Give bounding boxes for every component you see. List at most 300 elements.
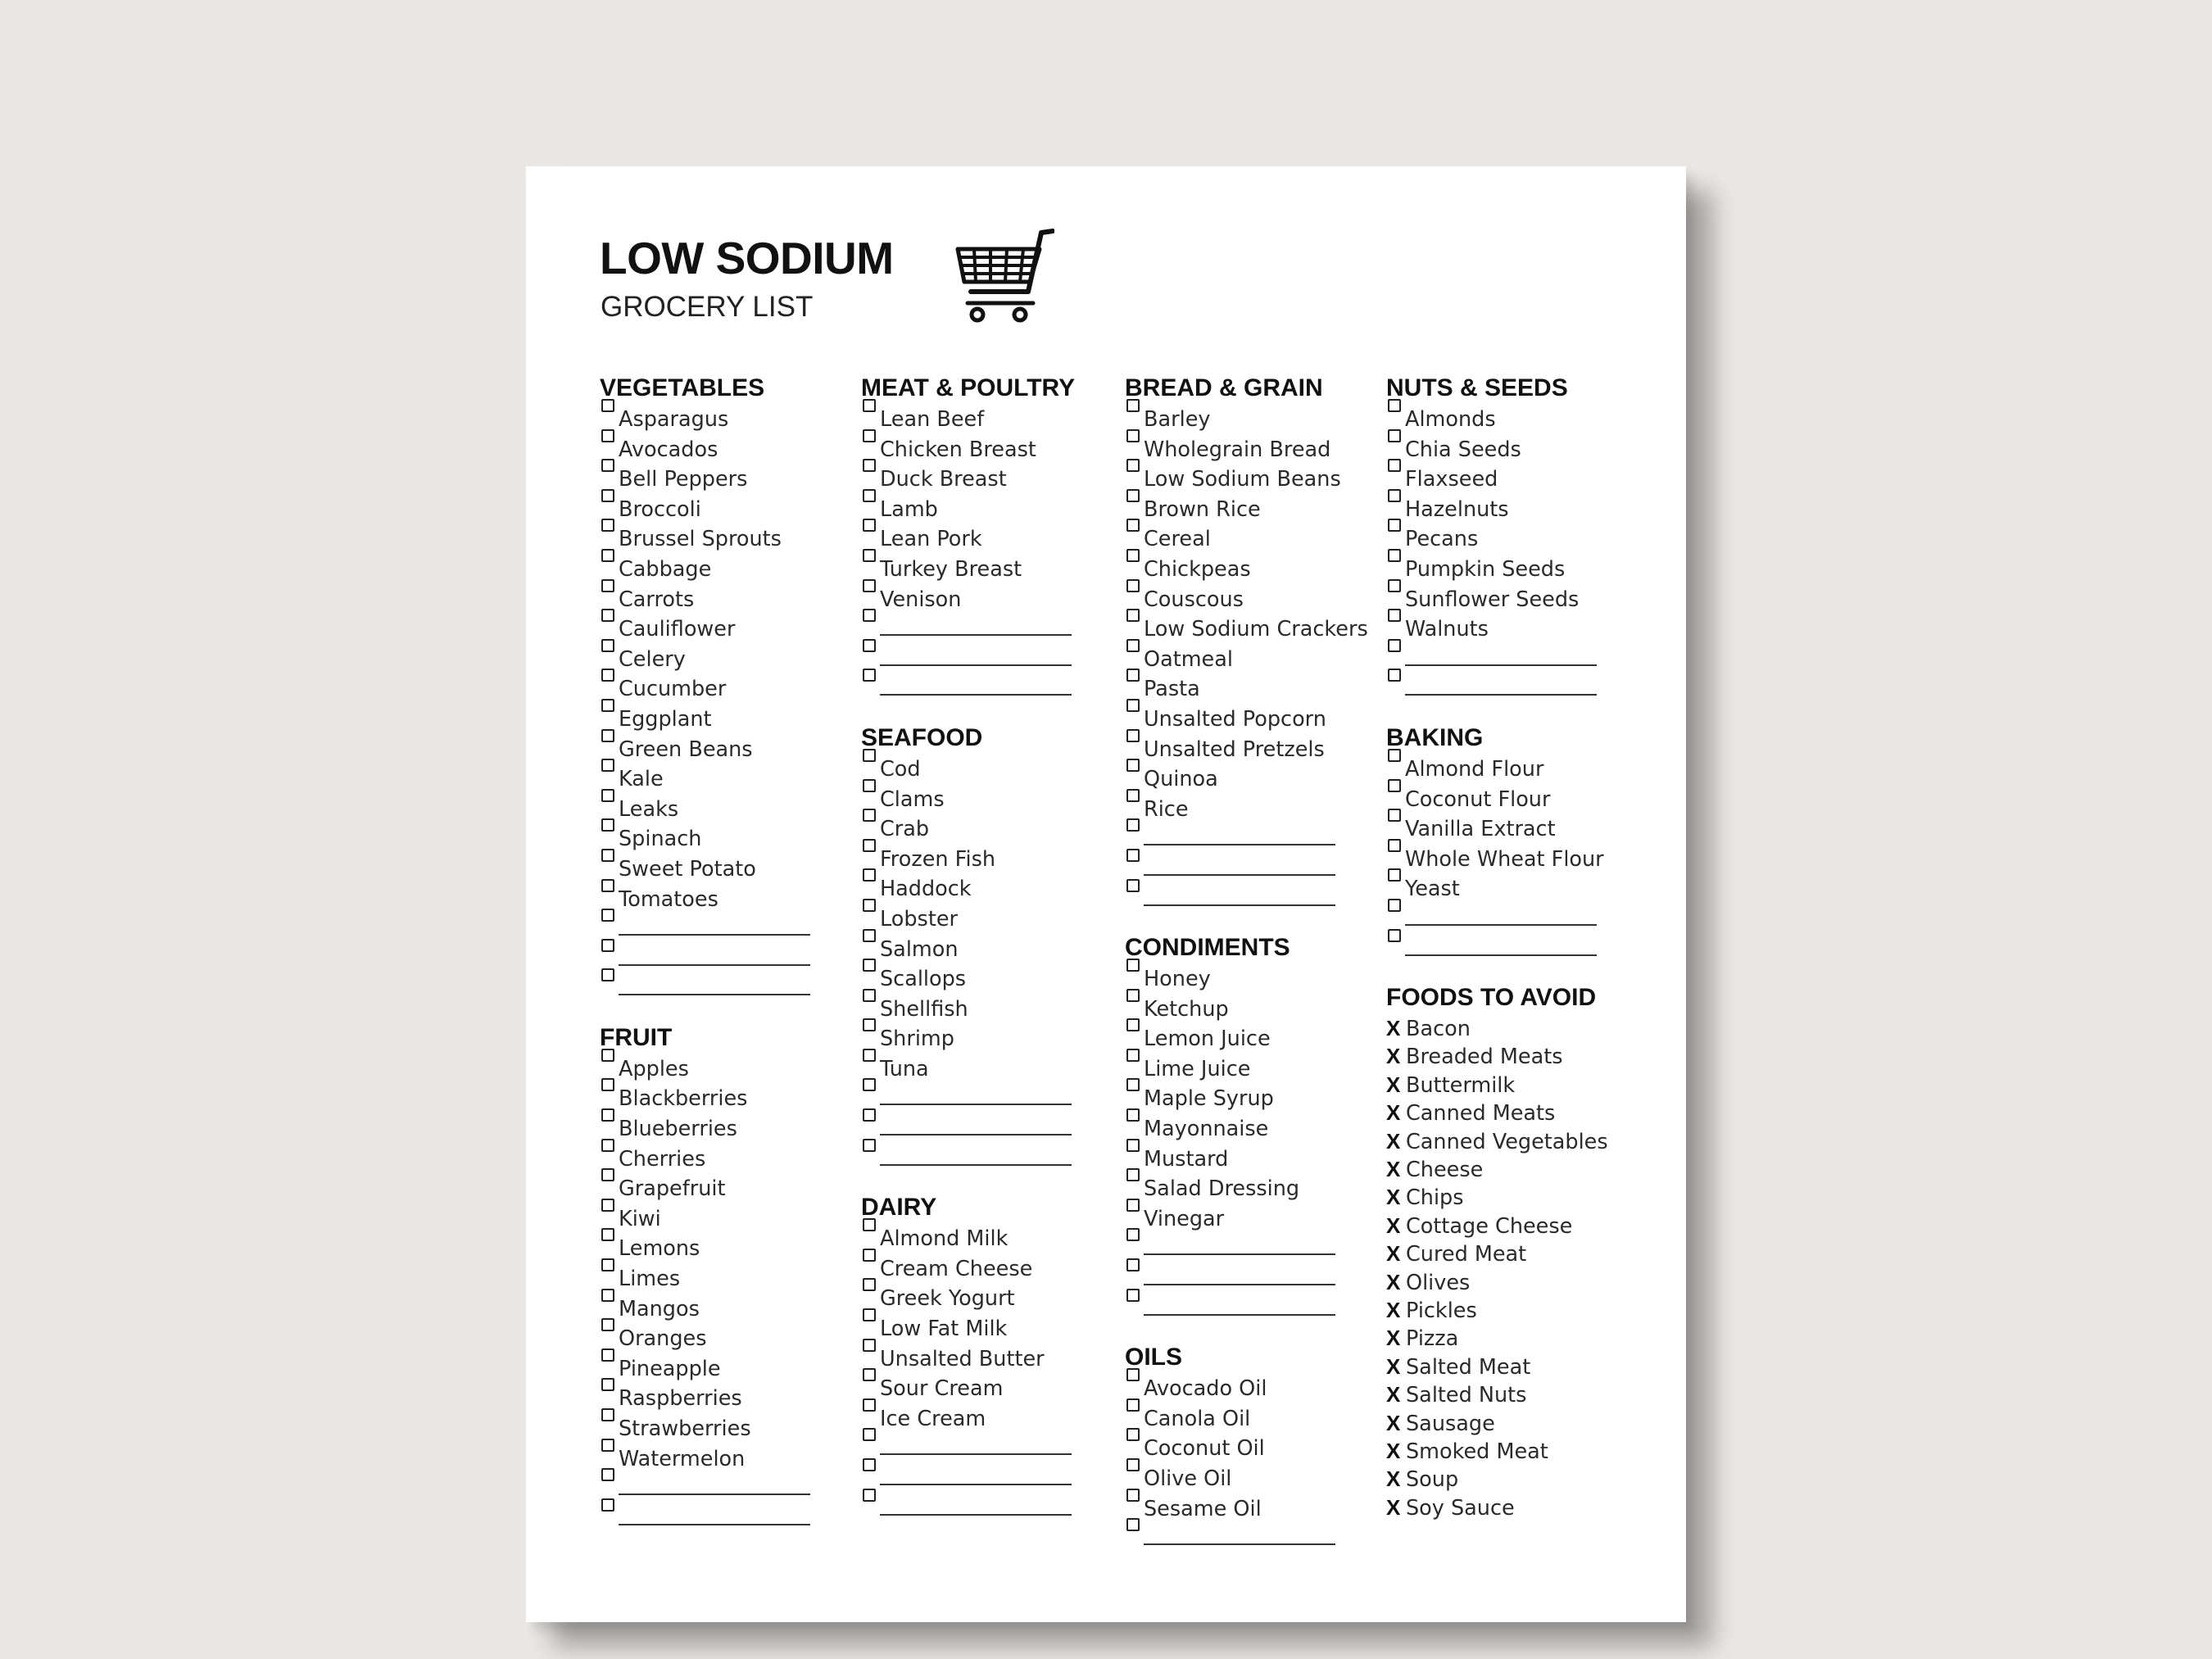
item-label: Coconut Oil — [1144, 1436, 1265, 1462]
list-item[interactable] — [600, 1204, 810, 1235]
checkbox[interactable] — [1386, 503, 1405, 516]
blank-entry[interactable] — [861, 1434, 1075, 1464]
avoid-item — [1386, 1155, 1608, 1183]
avoid-item — [1386, 1127, 1608, 1155]
checkbox[interactable] — [861, 1442, 880, 1455]
list-item[interactable] — [1125, 1464, 1368, 1494]
checkbox[interactable] — [1125, 503, 1144, 516]
list-item[interactable] — [861, 785, 1075, 815]
list-item[interactable] — [600, 1084, 810, 1114]
list-item[interactable] — [600, 1264, 810, 1294]
write-in-line[interactable] — [1144, 886, 1335, 906]
checkbox[interactable] — [600, 832, 619, 845]
list-item[interactable] — [861, 585, 1075, 615]
item-label: Oatmeal — [1144, 646, 1233, 672]
list-item[interactable] — [600, 764, 810, 795]
list-item[interactable] — [1125, 964, 1368, 995]
list-item[interactable] — [861, 495, 1075, 525]
blank-entry[interactable] — [1386, 645, 1608, 675]
checkbox[interactable] — [600, 743, 619, 756]
list-item[interactable] — [1125, 465, 1368, 495]
list-item[interactable] — [1125, 1204, 1368, 1235]
checkbox[interactable] — [861, 593, 880, 606]
blank-entry[interactable] — [861, 614, 1075, 645]
blank-entry[interactable] — [1125, 885, 1368, 915]
checkbox[interactable] — [600, 563, 619, 576]
checkbox[interactable] — [1125, 1063, 1144, 1076]
checkbox[interactable] — [1125, 1092, 1144, 1105]
x-mark-icon: X — [1386, 1326, 1401, 1351]
item-label: Soup — [1406, 1467, 1459, 1493]
list-item[interactable] — [1386, 614, 1608, 645]
item-label: Barley — [1144, 407, 1211, 432]
item-label: Soy Sauce — [1406, 1495, 1515, 1521]
checkbox[interactable] — [861, 653, 880, 666]
list-item[interactable] — [861, 755, 1075, 785]
section-title: VEGETABLES — [600, 374, 765, 401]
list-item[interactable] — [861, 435, 1075, 465]
checkbox[interactable] — [1125, 1503, 1144, 1516]
x-mark-icon: X — [1386, 1298, 1401, 1322]
list-item[interactable] — [861, 1024, 1075, 1054]
checkbox[interactable] — [1125, 1272, 1144, 1285]
section-fruit — [600, 1021, 810, 1534]
item-label: Tuna — [880, 1056, 929, 1081]
list-item[interactable] — [1125, 1114, 1368, 1145]
checkbox[interactable] — [600, 1482, 619, 1495]
checkbox[interactable] — [1125, 1213, 1144, 1226]
checkbox[interactable] — [861, 1353, 880, 1366]
list-item[interactable] — [600, 1294, 810, 1325]
write-in-line[interactable] — [619, 946, 810, 966]
list-item[interactable] — [600, 524, 810, 555]
checkbox[interactable] — [1125, 1182, 1144, 1195]
list-item[interactable] — [1386, 874, 1608, 904]
checkbox[interactable] — [1386, 533, 1405, 546]
list-item[interactable] — [600, 1054, 810, 1085]
list-item[interactable] — [600, 1234, 810, 1264]
checkbox[interactable] — [1125, 743, 1144, 756]
list-item[interactable] — [861, 555, 1075, 585]
write-in-line[interactable] — [619, 916, 810, 936]
checkbox[interactable] — [600, 1063, 619, 1076]
list-item[interactable] — [861, 405, 1075, 435]
list-item[interactable] — [1386, 845, 1608, 875]
checkbox[interactable] — [1386, 682, 1405, 696]
item-label: Mayonnaise — [1144, 1117, 1269, 1142]
blank-entry[interactable] — [600, 974, 810, 1004]
checkbox[interactable] — [600, 773, 619, 786]
list-item[interactable] — [861, 935, 1075, 965]
avoid-item — [1386, 1465, 1608, 1493]
list-item[interactable] — [861, 1404, 1075, 1435]
checkbox[interactable] — [861, 563, 880, 576]
checkbox[interactable] — [861, 913, 880, 926]
checkbox[interactable] — [600, 682, 619, 696]
checkbox[interactable] — [1125, 623, 1144, 636]
write-in-line[interactable] — [1405, 906, 1597, 926]
list-item[interactable] — [861, 524, 1075, 555]
checkbox[interactable] — [600, 653, 619, 666]
item-label: Breaded Meats — [1406, 1045, 1563, 1070]
list-item[interactable] — [1125, 1494, 1368, 1525]
checkbox[interactable] — [1386, 763, 1405, 776]
list-item[interactable] — [600, 1384, 810, 1414]
list-item[interactable] — [1386, 555, 1608, 585]
item-label: Tomatoes — [619, 886, 718, 912]
list-item[interactable] — [861, 814, 1075, 845]
list-item[interactable] — [861, 874, 1075, 904]
checkbox[interactable] — [1125, 1412, 1144, 1426]
checkbox[interactable] — [1125, 803, 1144, 816]
list-item[interactable] — [600, 495, 810, 525]
list-item[interactable] — [600, 555, 810, 585]
list-item[interactable] — [1386, 785, 1608, 815]
write-in-line[interactable] — [1144, 1266, 1335, 1285]
list-item[interactable] — [1125, 614, 1368, 645]
list-item[interactable] — [600, 705, 810, 735]
checkbox[interactable] — [600, 1392, 619, 1405]
checkbox[interactable] — [1386, 473, 1405, 486]
list-item[interactable] — [861, 1254, 1075, 1285]
checkbox[interactable] — [1125, 713, 1144, 726]
list-item[interactable] — [1125, 764, 1368, 795]
checkbox[interactable] — [861, 1412, 880, 1426]
checkbox[interactable] — [1125, 972, 1144, 986]
write-in-line[interactable] — [1405, 936, 1597, 956]
item-label: Honey — [1144, 967, 1211, 992]
list-item[interactable] — [861, 904, 1075, 935]
checkbox[interactable] — [1125, 1532, 1144, 1545]
checkbox[interactable] — [1125, 682, 1144, 696]
blank-entry[interactable] — [600, 1474, 810, 1504]
checkbox[interactable] — [600, 1213, 619, 1226]
list-item[interactable] — [1125, 585, 1368, 615]
blank-entry[interactable] — [1125, 824, 1368, 854]
blank-entry[interactable] — [861, 1145, 1075, 1175]
item-label: Salted Meat — [1406, 1354, 1531, 1380]
checkbox[interactable] — [861, 1503, 880, 1516]
checkbox[interactable] — [600, 1272, 619, 1285]
checkbox[interactable] — [600, 1422, 619, 1435]
checkbox[interactable] — [1386, 823, 1405, 836]
checkbox[interactable] — [861, 972, 880, 986]
list-item[interactable] — [1125, 1174, 1368, 1204]
write-in-line[interactable] — [880, 676, 1072, 696]
checkbox[interactable] — [600, 503, 619, 516]
list-item[interactable] — [1125, 1054, 1368, 1085]
checkbox[interactable] — [1386, 943, 1405, 956]
checkbox[interactable] — [600, 713, 619, 726]
blank-entry[interactable] — [861, 1114, 1075, 1145]
blank-entry[interactable] — [600, 1504, 810, 1534]
list-item[interactable] — [1125, 555, 1368, 585]
checkbox[interactable] — [600, 593, 619, 606]
list-item[interactable] — [1125, 735, 1368, 765]
blank-entry[interactable] — [1125, 1264, 1368, 1294]
item-label: Lobster — [880, 906, 959, 931]
checkbox[interactable] — [600, 1122, 619, 1135]
list-item[interactable] — [861, 1054, 1075, 1085]
checkbox[interactable] — [861, 1262, 880, 1276]
x-mark-icon: X — [1386, 1100, 1401, 1126]
checkbox[interactable] — [1125, 1382, 1144, 1395]
list-item[interactable] — [600, 435, 810, 465]
list-item[interactable] — [861, 465, 1075, 495]
checkbox[interactable] — [1386, 443, 1405, 456]
blank-entry[interactable] — [1125, 1524, 1368, 1554]
checkbox[interactable] — [600, 803, 619, 816]
item-label: Flaxseed — [1405, 467, 1498, 492]
blank-entry[interactable] — [600, 945, 810, 975]
checkbox[interactable] — [861, 1063, 880, 1076]
checkbox[interactable] — [861, 503, 880, 516]
list-item[interactable] — [1125, 1434, 1368, 1464]
blank-entry[interactable] — [600, 914, 810, 945]
list-item[interactable] — [600, 824, 810, 854]
checkbox[interactable] — [600, 473, 619, 486]
checkbox[interactable] — [600, 1242, 619, 1255]
checkbox[interactable] — [861, 1232, 880, 1245]
list-item[interactable] — [1125, 1024, 1368, 1054]
item-label: Quinoa — [1144, 767, 1218, 792]
list-item[interactable] — [600, 1324, 810, 1354]
blank-entry[interactable] — [861, 1494, 1075, 1525]
list-item[interactable] — [1386, 495, 1608, 525]
write-in-line[interactable] — [1405, 646, 1597, 666]
checkbox[interactable] — [861, 533, 880, 546]
list-item[interactable] — [600, 1354, 810, 1385]
checkbox[interactable] — [1386, 413, 1405, 426]
write-in-line[interactable] — [1144, 1296, 1335, 1316]
checkbox[interactable] — [861, 1292, 880, 1305]
blank-entry[interactable] — [861, 1084, 1075, 1114]
item-label: Brussel Sprouts — [619, 527, 782, 552]
item-label: Pasta — [1144, 677, 1200, 702]
section-title: FRUIT — [600, 1023, 673, 1051]
blank-entry[interactable] — [861, 645, 1075, 675]
checkbox[interactable] — [1125, 832, 1144, 845]
checkbox[interactable] — [600, 1453, 619, 1466]
write-in-line[interactable] — [880, 1146, 1072, 1166]
list-item[interactable] — [1386, 814, 1608, 845]
checkbox[interactable] — [1386, 853, 1405, 866]
checkbox[interactable] — [861, 473, 880, 486]
checkbox[interactable] — [600, 982, 619, 995]
checkbox[interactable] — [600, 1332, 619, 1345]
blank-entry[interactable] — [1125, 1294, 1368, 1325]
checkbox[interactable] — [1125, 563, 1144, 576]
write-in-line[interactable] — [1405, 676, 1597, 696]
list-item[interactable] — [1386, 755, 1608, 785]
list-item[interactable] — [600, 1174, 810, 1204]
checkbox[interactable] — [1386, 593, 1405, 606]
list-item[interactable] — [861, 995, 1075, 1025]
checkbox[interactable] — [600, 413, 619, 426]
list-item[interactable] — [600, 614, 810, 645]
write-in-line[interactable] — [880, 1496, 1072, 1516]
list-item[interactable] — [1125, 405, 1368, 435]
checkbox[interactable] — [861, 823, 880, 836]
checkbox[interactable] — [1125, 533, 1144, 546]
list-item[interactable] — [600, 854, 810, 885]
list-item[interactable] — [600, 1414, 810, 1444]
list-item[interactable] — [1125, 1404, 1368, 1435]
write-in-line[interactable] — [1144, 826, 1335, 845]
blank-entry[interactable] — [861, 674, 1075, 705]
checkbox[interactable] — [1125, 413, 1144, 426]
checkbox[interactable] — [600, 1182, 619, 1195]
list-item[interactable] — [600, 405, 810, 435]
list-item[interactable] — [600, 795, 810, 825]
blank-entry[interactable] — [1386, 904, 1608, 935]
checkbox[interactable] — [600, 1153, 619, 1166]
checkbox[interactable] — [1125, 773, 1144, 786]
write-in-line[interactable] — [1144, 1525, 1335, 1545]
checkbox[interactable] — [1125, 1003, 1144, 1016]
checkbox[interactable] — [1125, 1442, 1144, 1455]
checkbox[interactable] — [1386, 793, 1405, 806]
checkbox[interactable] — [861, 1122, 880, 1135]
write-in-line[interactable] — [619, 1506, 810, 1525]
checkbox[interactable] — [1386, 563, 1405, 576]
checkbox[interactable] — [1125, 1122, 1144, 1135]
checkbox[interactable] — [861, 1153, 880, 1166]
list-item[interactable] — [600, 885, 810, 915]
x-mark-icon: X — [1386, 1466, 1401, 1492]
write-in-line[interactable] — [880, 646, 1072, 666]
checkbox[interactable] — [600, 443, 619, 456]
list-item[interactable] — [861, 1314, 1075, 1344]
list-item[interactable] — [1125, 995, 1368, 1025]
checkbox[interactable] — [861, 413, 880, 426]
list-item[interactable] — [1125, 435, 1368, 465]
checkbox[interactable] — [1125, 443, 1144, 456]
list-item[interactable] — [861, 964, 1075, 995]
checkbox[interactable] — [861, 682, 880, 696]
blank-entry[interactable] — [1125, 854, 1368, 885]
checkbox[interactable] — [1125, 893, 1144, 906]
checkbox[interactable] — [861, 443, 880, 456]
checkbox[interactable] — [600, 1303, 619, 1316]
checkbox[interactable] — [861, 1092, 880, 1105]
list-item[interactable] — [1386, 524, 1608, 555]
write-in-line[interactable] — [1144, 856, 1335, 876]
list-item[interactable] — [861, 1284, 1075, 1314]
checkbox[interactable] — [1386, 653, 1405, 666]
checkbox[interactable] — [861, 763, 880, 776]
list-item[interactable] — [1125, 645, 1368, 675]
checkbox[interactable] — [861, 1472, 880, 1485]
checkbox[interactable] — [600, 893, 619, 906]
checkbox[interactable] — [1125, 1032, 1144, 1045]
list-item[interactable] — [1125, 524, 1368, 555]
section-vegetables — [600, 371, 810, 1004]
list-item[interactable] — [1386, 405, 1608, 435]
list-item[interactable] — [861, 1224, 1075, 1254]
checkbox[interactable] — [600, 1512, 619, 1525]
list-item[interactable] — [1386, 435, 1608, 465]
checkbox[interactable] — [861, 793, 880, 806]
list-item[interactable] — [1125, 495, 1368, 525]
checkbox[interactable] — [600, 1362, 619, 1376]
write-in-line[interactable] — [619, 1475, 810, 1495]
checkbox[interactable] — [600, 1092, 619, 1105]
item-label: Unsalted Pretzels — [1144, 737, 1325, 762]
checkbox[interactable] — [861, 853, 880, 866]
list-item[interactable] — [861, 1344, 1075, 1375]
checkbox[interactable] — [861, 1032, 880, 1045]
write-in-line[interactable] — [880, 1435, 1072, 1455]
list-item[interactable] — [1386, 585, 1608, 615]
blank-entry[interactable] — [1386, 935, 1608, 965]
checkbox[interactable] — [1125, 863, 1144, 876]
checkbox[interactable] — [1125, 1153, 1144, 1166]
list-item[interactable] — [1125, 674, 1368, 705]
checkbox[interactable] — [600, 623, 619, 636]
list-item[interactable] — [1125, 705, 1368, 735]
checkbox[interactable] — [1386, 913, 1405, 926]
checkbox[interactable] — [1125, 1303, 1144, 1316]
item-label: Kale — [619, 767, 664, 792]
checkbox[interactable] — [1125, 1472, 1144, 1485]
list-item[interactable] — [1125, 795, 1368, 825]
checkbox[interactable] — [600, 533, 619, 546]
list-item[interactable] — [600, 735, 810, 765]
list-item[interactable] — [861, 845, 1075, 875]
checkbox[interactable] — [600, 922, 619, 936]
checkbox[interactable] — [861, 943, 880, 956]
list-item[interactable] — [861, 1374, 1075, 1404]
blank-entry[interactable] — [861, 1464, 1075, 1494]
list-item[interactable] — [1386, 465, 1608, 495]
list-item[interactable] — [1125, 1374, 1368, 1404]
checkbox[interactable] — [600, 863, 619, 876]
list-item[interactable] — [600, 585, 810, 615]
list-item[interactable] — [600, 1444, 810, 1475]
checkbox[interactable] — [1125, 593, 1144, 606]
list-item[interactable] — [600, 674, 810, 705]
write-in-line[interactable] — [880, 1086, 1072, 1105]
list-item[interactable] — [600, 465, 810, 495]
write-in-line[interactable] — [880, 1466, 1072, 1485]
checkbox[interactable] — [861, 1003, 880, 1016]
checkbox[interactable] — [861, 882, 880, 895]
write-in-line[interactable] — [619, 976, 810, 995]
checkbox[interactable] — [600, 953, 619, 966]
checkbox[interactable] — [1125, 473, 1144, 486]
write-in-line[interactable] — [880, 616, 1072, 636]
blank-entry[interactable] — [1125, 1234, 1368, 1264]
item-label: Vanilla Extract — [1405, 817, 1556, 842]
write-in-line[interactable] — [1144, 1235, 1335, 1255]
checkbox[interactable] — [861, 1382, 880, 1395]
list-item[interactable] — [1125, 1084, 1368, 1114]
list-item[interactable] — [600, 1145, 810, 1175]
checkbox[interactable] — [1386, 882, 1405, 895]
blank-entry[interactable] — [1386, 674, 1608, 705]
checkbox[interactable] — [1125, 1242, 1144, 1255]
checkbox[interactable] — [1386, 623, 1405, 636]
list-item[interactable] — [600, 1114, 810, 1145]
checkbox[interactable] — [861, 1322, 880, 1335]
checkbox[interactable] — [861, 623, 880, 636]
item-label: Crab — [880, 817, 930, 842]
list-item[interactable] — [600, 645, 810, 675]
write-in-line[interactable] — [880, 1116, 1072, 1135]
list-item[interactable] — [1125, 1145, 1368, 1175]
checkbox[interactable] — [1125, 653, 1144, 666]
